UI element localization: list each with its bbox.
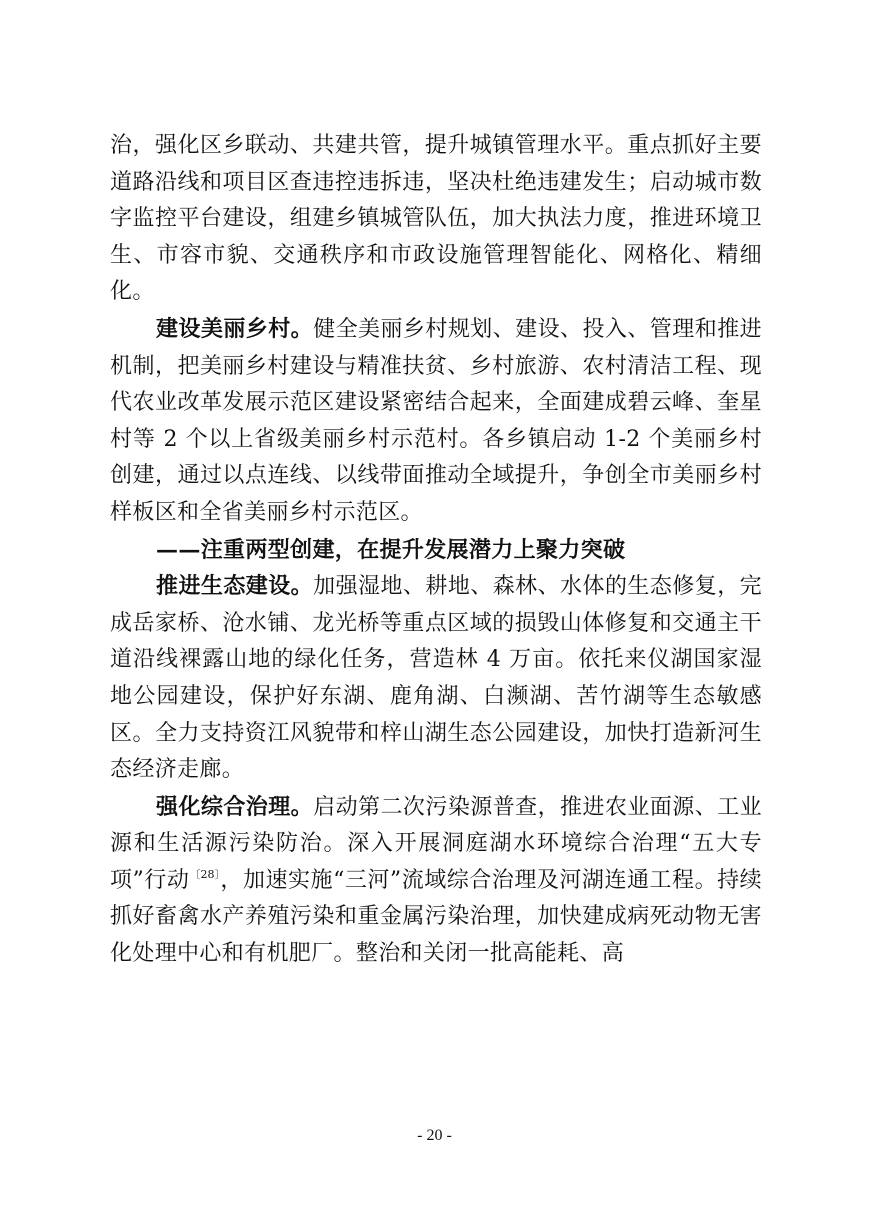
paragraph-lead-title: 建设美丽乡村。 <box>156 315 314 342</box>
paragraph-ecological-construction: 推进生态建设。加强湿地、耕地、森林、水体的生态修复，完成岳家桥、沧水铺、龙光桥等重点区域的损毁山体修复和交通主干道沿线裸露山地的绿化任务，营造林 4 万亩。依托来仪湖国家湿地公园建设，保护好东湖、鹿角湖、白濒湖、苦竹湖等生态敏感区。全力支持资江风貌带和梓山湖生态公园建设，加快打造新河生态经济走廊。 <box>110 573 762 783</box>
paragraph-comprehensive-governance: 强化综合治理。启动第二次污染源普查，推进农业面源、工业源和生活源污染防治。深入开展洞庭湖水环境综合治理“五大专项”行动$^{〔28〕}$，加速实施“三河”流域综合治理及河湖连通工程。持续抓好畜禽水产养殖污染和重金属污染治理，加快建成病死动物无害化处理中心和有机肥厂。整治和关闭一批高能耗、高 <box>110 793 762 967</box>
body-text <box>110 128 762 973</box>
section-heading: ——注重两型创建，在提升发展潜力上聚力突破 <box>156 536 626 563</box>
paragraph-lead-title: 推进生态建设。 <box>156 573 314 600</box>
paragraph-urban-management: 治，强化区乡联动、共建共管，提升城镇管理水平。重点抓好主要道路沿线和项目区查违控违拆违，坚决杜绝违建发生；启动城市数字监控平台建设，组建乡镇城管队伍，加大执法力度，推进环境卫生、市容市貌、交通秩序和市政设施管理智能化、网格化、精细化。 <box>110 133 762 305</box>
paragraph-beautiful-village: 建设美丽乡村。健全美丽乡村规划、建设、投入、管理和推进机制，把美丽乡村建设与精准扶贫、乡村旅游、农村清洁工程、现代农业改革发展示范区建设紧密结合起来，全面建成碧云峰、奎星村等 2 个以上省级美丽乡村示范村。各乡镇启动 1-2 个美丽乡村创建，通过以点连线、以线带面推动全域提升，争创全市美丽乡村样板区和全省美丽乡村示范区。 <box>110 315 762 525</box>
footnote-reference: 〔28〕 <box>189 867 221 881</box>
page-number: - 20 - <box>417 1127 452 1144</box>
paragraph-lead-title: 强化综合治理。 <box>156 793 314 820</box>
